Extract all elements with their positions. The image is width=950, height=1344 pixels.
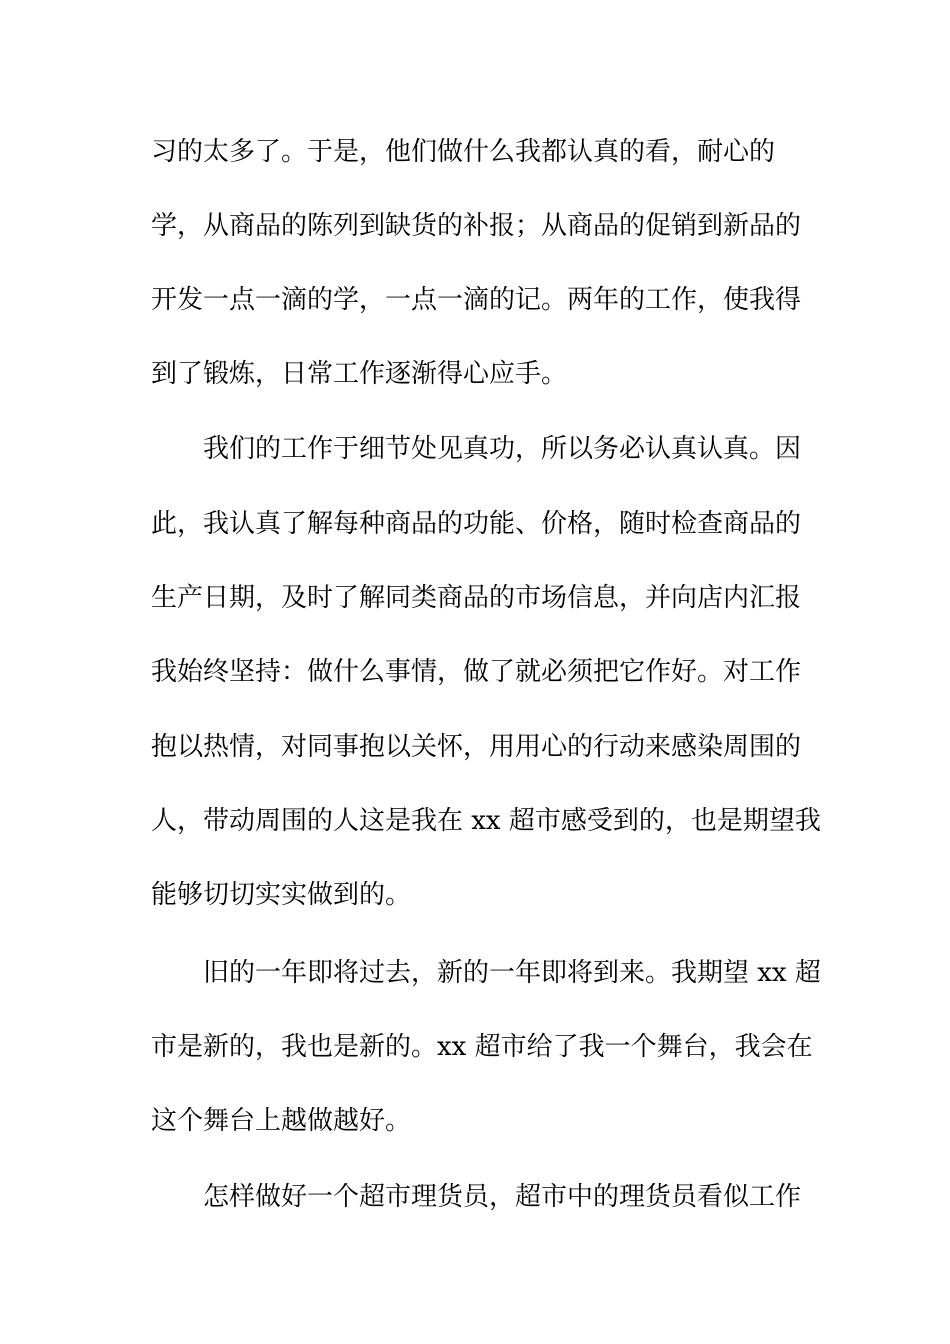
text-line: 学，从商品的陈列到缺货的补报；从商品的促销到新品的 [151, 211, 802, 241]
paragraph-first-line: 怎样做好一个超市理货员，超市中的理货员看似工作 [203, 1182, 802, 1212]
paragraph-first-line: 旧的一年即将过去，新的一年即将到来。我期望 xx 超 [203, 958, 821, 988]
text-line: 人，带动周围的人这是我在 xx 超市感受到的，也是期望我 [151, 806, 821, 836]
text-line: 能够切切实实做到的。 [151, 880, 412, 910]
text-line: 抱以热情，对同事抱以关怀，用用心的行动来感染周围的 [151, 732, 802, 762]
text-line: 这个舞台上越做越好。 [151, 1106, 412, 1136]
text-line: 生产日期，及时了解同类商品的市场信息，并向店内汇报 [151, 583, 802, 613]
text-line: 开发一点一滴的学，一点一滴的记。两年的工作，使我得 [151, 285, 802, 315]
paragraph-first-line: 我们的工作于细节处见真功，所以务必认真认真。因 [203, 434, 802, 464]
text-line: 到了锻炼，日常工作逐渐得心应手。 [151, 359, 568, 389]
text-line: 习的太多了。于是，他们做什么我都认真的看，耐心的 [151, 137, 776, 167]
text-line: 我始终坚持：做什么事情，做了就必须把它作好。对工作 [151, 657, 802, 687]
text-line: 市是新的，我也是新的。xx 超市给了我一个舞台，我会在 [151, 1032, 813, 1062]
text-line: 此，我认真了解每种商品的功能、价格，随时检查商品的 [151, 509, 802, 539]
